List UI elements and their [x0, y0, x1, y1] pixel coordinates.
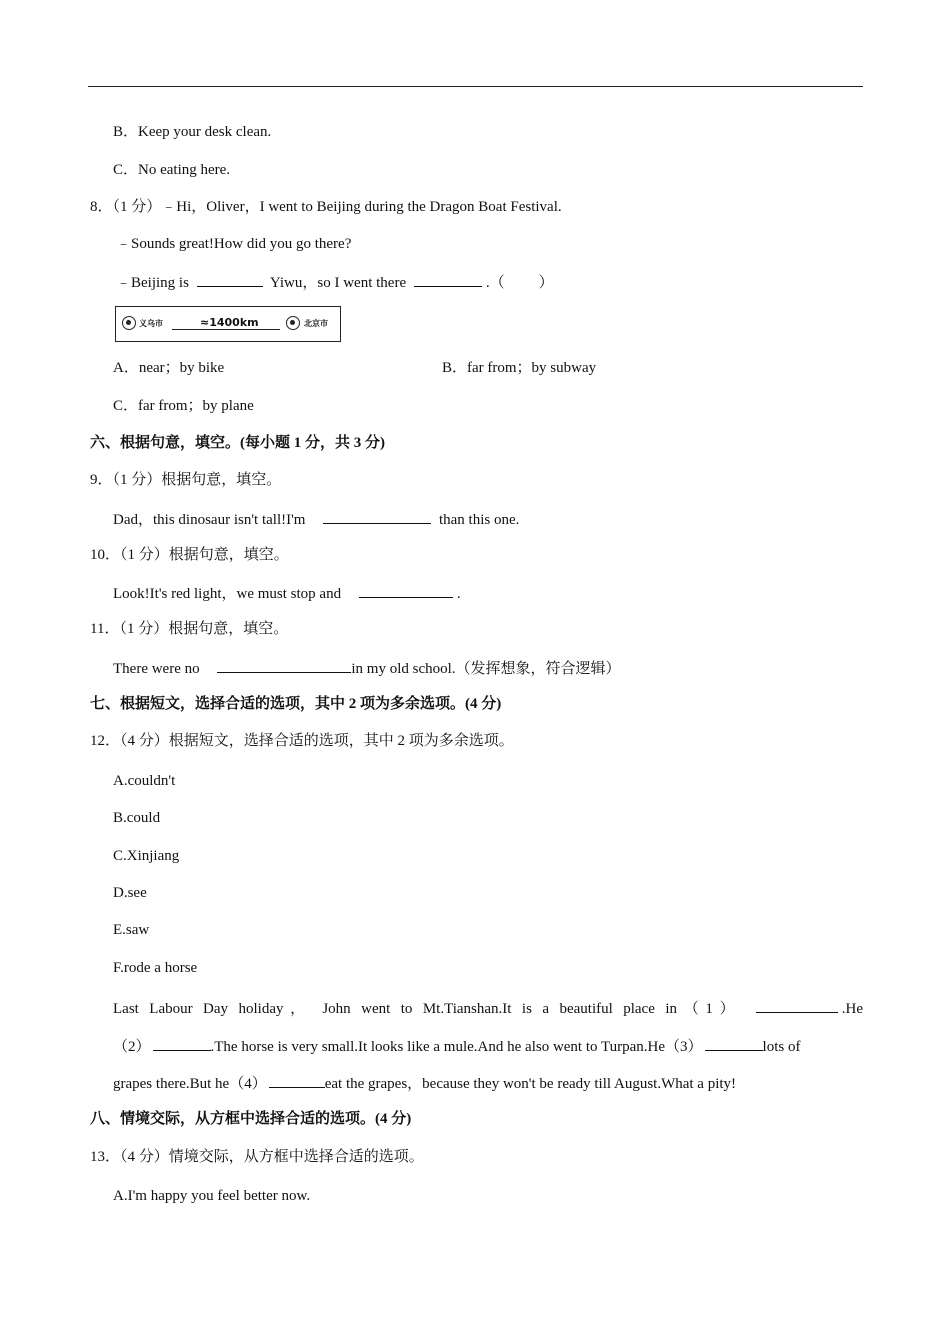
- q12-option-b: B.could: [113, 810, 161, 826]
- q12-passage-line3: [113, 1072, 736, 1094]
- q10-sentence: [113, 582, 461, 604]
- q10-text-b: .: [456, 586, 461, 602]
- q10-text-a: Look!It's red light，we must stop and: [113, 586, 342, 602]
- q12-passage-line2: [113, 1035, 800, 1057]
- q9-text-b: than this one.: [438, 512, 520, 528]
- q8-line3-text-a: ﹣Beijing is: [116, 275, 189, 291]
- map-from-label: 义乌市: [139, 319, 163, 328]
- q8-line3-text-b: Yiwu，so I went there: [269, 275, 407, 291]
- q8-blank-1[interactable]: [197, 271, 263, 287]
- q12-passage-line1: [113, 997, 863, 1019]
- q8-blank-2[interactable]: [414, 271, 482, 287]
- q12-p2-text-c: lots of: [762, 1039, 801, 1055]
- q12-p2-text-a: （2）: [113, 1039, 151, 1055]
- q12-p1-text-b: .He: [841, 1001, 863, 1017]
- q12-p2-text-b: .The horse is very small.It looks like a mule.And he also went to Turpan.He（3）: [210, 1039, 703, 1055]
- q13-stem: 13．（4 分）情境交际，从方框中选择合适的选项。: [90, 1149, 424, 1165]
- q11-text-b: in my old school.（发挥想象，符合逻辑）: [351, 661, 621, 677]
- q7-option-b: B．Keep your desk clean.: [113, 124, 272, 140]
- q12-option-d: D.see: [113, 885, 147, 901]
- q8-dialog-line3: [116, 271, 554, 293]
- q9-sentence: [113, 508, 519, 530]
- q12-p3-text-b: eat the grapes，because they won't be ready till August.What a pity!: [324, 1076, 737, 1092]
- q11-blank[interactable]: [217, 657, 351, 673]
- map-to-label: 北京市: [304, 319, 328, 328]
- q8-dialog-line2: ﹣Sounds great!How did you go there?: [116, 236, 352, 252]
- section-8-title: 八、情境交际，从方框中选择合适的选项。(4 分): [90, 1111, 412, 1127]
- q12-blank-3[interactable]: [705, 1035, 763, 1051]
- map-distance-label: ≈1400km: [200, 316, 259, 329]
- q12-option-c: C.Xinjiang: [113, 848, 180, 864]
- q12-p1-text-a: Last Labour Day holiday， John went to Mt.Tianshan.It is a beautiful place in（1）: [113, 1001, 742, 1017]
- section-6-title: 六、根据句意，填空。(每小题 1 分，共 3 分): [90, 435, 385, 451]
- q12-blank-4[interactable]: [269, 1072, 325, 1088]
- q9-stem: 9．（1 分）根据句意，填空。: [90, 472, 282, 488]
- q12-blank-2[interactable]: [153, 1035, 211, 1051]
- header-rule: [88, 86, 863, 87]
- q10-blank[interactable]: [359, 582, 453, 598]
- q12-stem: 12．（4 分）根据短文，选择合适的选项，其中 2 项为多余选项。: [90, 733, 514, 749]
- section-7-title: 七、根据短文，选择合适的选项，其中 2 项为多余选项。(4 分): [90, 696, 502, 712]
- q8-option-c: C．far from；by plane: [113, 398, 254, 414]
- q8-option-a: A．near；by bike: [113, 360, 225, 376]
- q11-sentence: [113, 657, 621, 679]
- q9-blank[interactable]: [323, 508, 431, 524]
- q12-option-a: A.couldn't: [113, 773, 176, 789]
- map-pin-icon: [122, 316, 136, 330]
- map-route-line: [172, 329, 280, 330]
- q9-text-a: Dad，this dinosaur isn't tall!I'm: [113, 512, 306, 528]
- map-pin-icon: [286, 316, 300, 330]
- q8-line3-text-c: .（: [485, 275, 505, 291]
- q8-stem: 8．（1 分）﹣Hi，Oliver，I went to Beijing during the Dragon Boat Festival.: [90, 199, 562, 215]
- q7-option-c: C．No eating here.: [113, 162, 231, 178]
- q11-text-a: There were no: [113, 661, 200, 677]
- q12-blank-1[interactable]: [756, 997, 838, 1013]
- q12-option-e: E.saw: [113, 922, 150, 938]
- q10-stem: 10．（1 分）根据句意，填空。: [90, 547, 289, 563]
- distance-map-figure: [115, 306, 341, 342]
- q13-option-a: A.I'm happy you feel better now.: [113, 1188, 311, 1204]
- q8-option-b: B．far from；by subway: [442, 360, 597, 376]
- q11-stem: 11．（1 分）根据句意，填空。: [90, 621, 289, 637]
- q12-option-f: F.rode a horse: [113, 960, 198, 976]
- q8-line3-text-d: ）: [538, 275, 554, 291]
- q12-p3-text-a: grapes there.But he（4）: [113, 1076, 267, 1092]
